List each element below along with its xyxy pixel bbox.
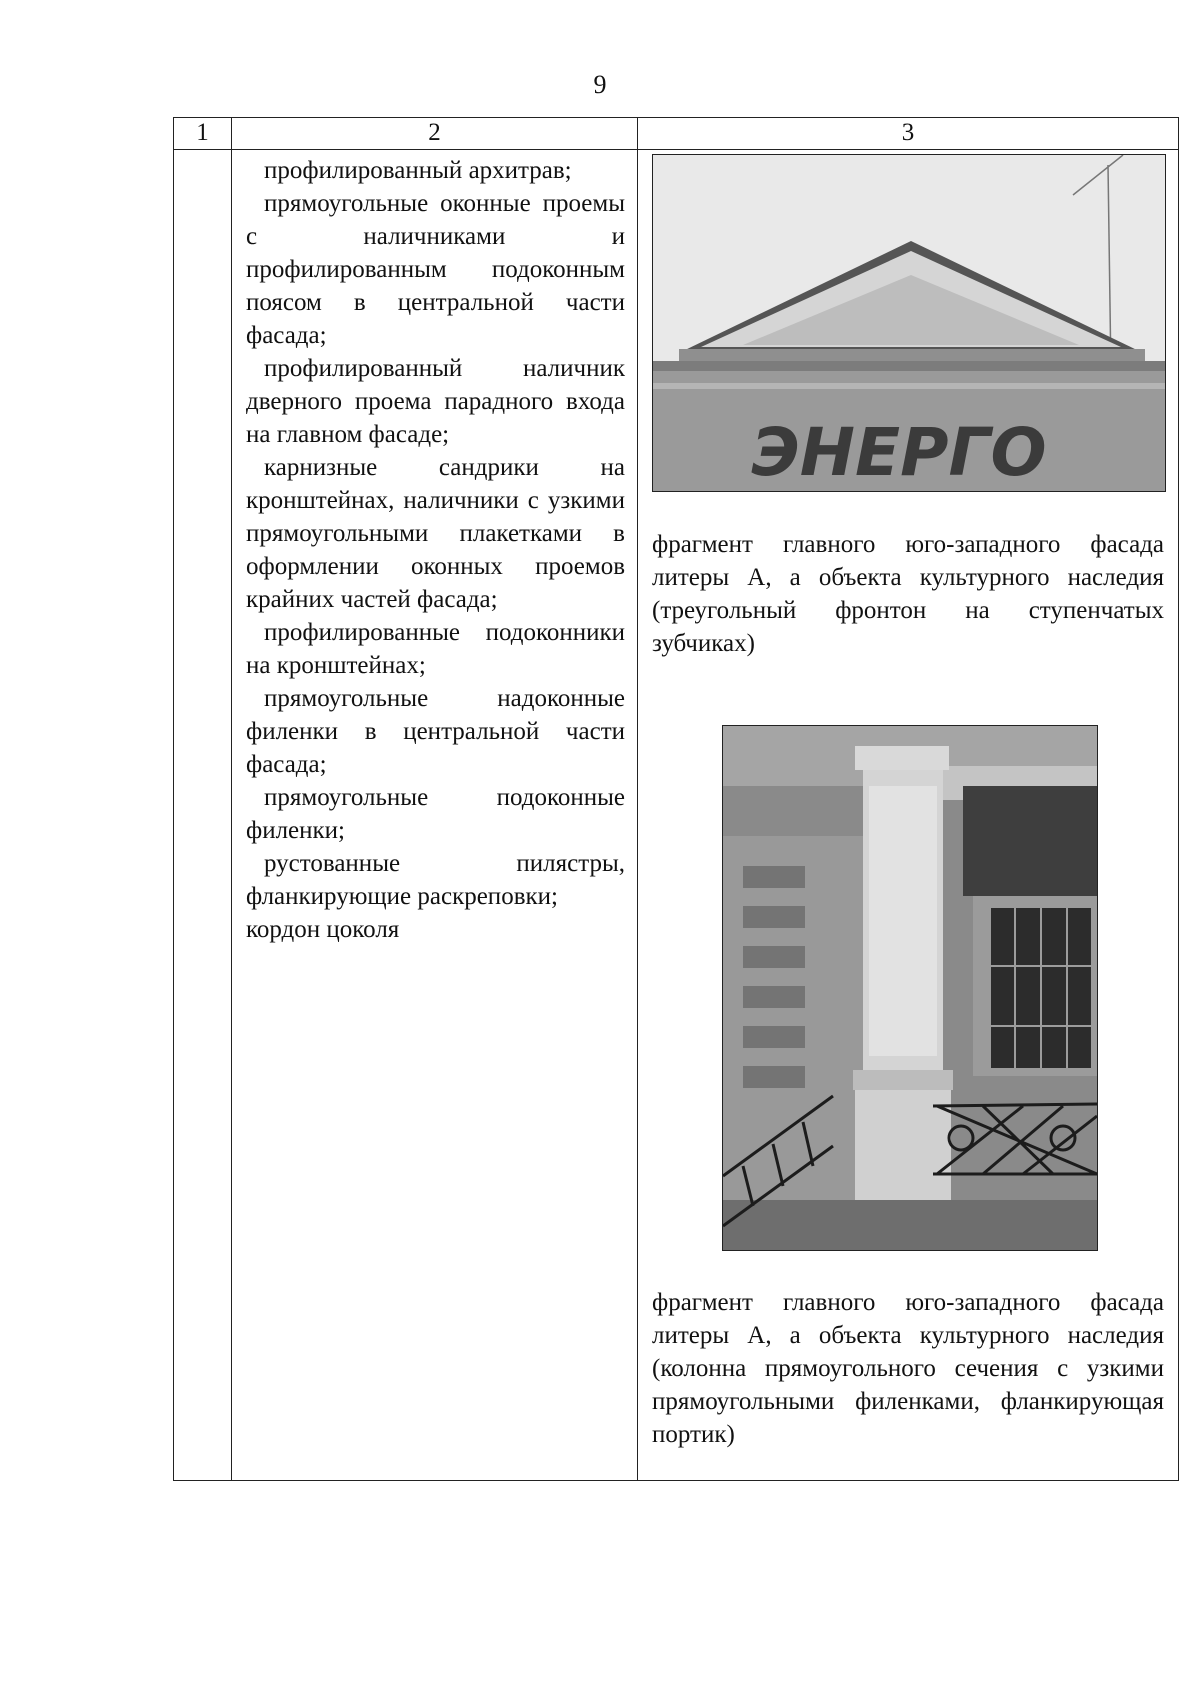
column-header-1: 1 bbox=[174, 118, 232, 150]
number-cell bbox=[174, 150, 232, 1481]
list-item: прямоугольные надоконные филенки в центральной части фасада; bbox=[246, 685, 625, 778]
column-header-2: 2 bbox=[232, 118, 638, 150]
page-number: 9 bbox=[593, 70, 607, 99]
monument-elements-table bbox=[173, 117, 1179, 1481]
list-item: профилированный архитрав; bbox=[264, 157, 572, 184]
list-item: рустованные пилястры, фланкирующие раскреповки; bbox=[246, 850, 625, 910]
photo-caption-2: фрагмент главного юго-западного фасада литеры А, а объекта культурного наследия (колонна прямоугольного сечения с узкими прямоугольными филенками, фланкирующая портик) bbox=[652, 1289, 1164, 1448]
list-item: карнизные сандрики на кронштейнах, наличники с узкими прямоугольными плакетками в оформлении оконных проемов крайних частей фасада; bbox=[246, 454, 625, 613]
column-header-3: 3 bbox=[638, 118, 1179, 150]
elements-list bbox=[232, 150, 637, 946]
column-photo bbox=[722, 725, 1098, 1251]
sign-text: ЭНЕРГО bbox=[751, 414, 1047, 491]
list-item: прямоугольные оконные проемы с наличниками и профилированным подоконным поясом в центральной части фасада; bbox=[246, 190, 625, 349]
pediment-photo bbox=[652, 154, 1166, 492]
photo-caption-1: фрагмент главного юго-западного фасада литеры А, а объекта культурного наследия (треугольный фронтон на ступенчатых зубчиках) bbox=[652, 531, 1164, 657]
list-item: прямоугольные подоконные филенки; bbox=[246, 784, 625, 844]
elements-cell bbox=[232, 150, 638, 1481]
list-item: кордон цоколя bbox=[246, 916, 400, 943]
photos-cell bbox=[638, 150, 1179, 1481]
table-header-row bbox=[174, 118, 1179, 150]
list-item: профилированный наличник дверного проема парадного входа на главном фасаде; bbox=[246, 355, 625, 448]
list-item: профилированные подоконники на кронштейнах; bbox=[246, 619, 625, 679]
table-row bbox=[174, 150, 1179, 1481]
